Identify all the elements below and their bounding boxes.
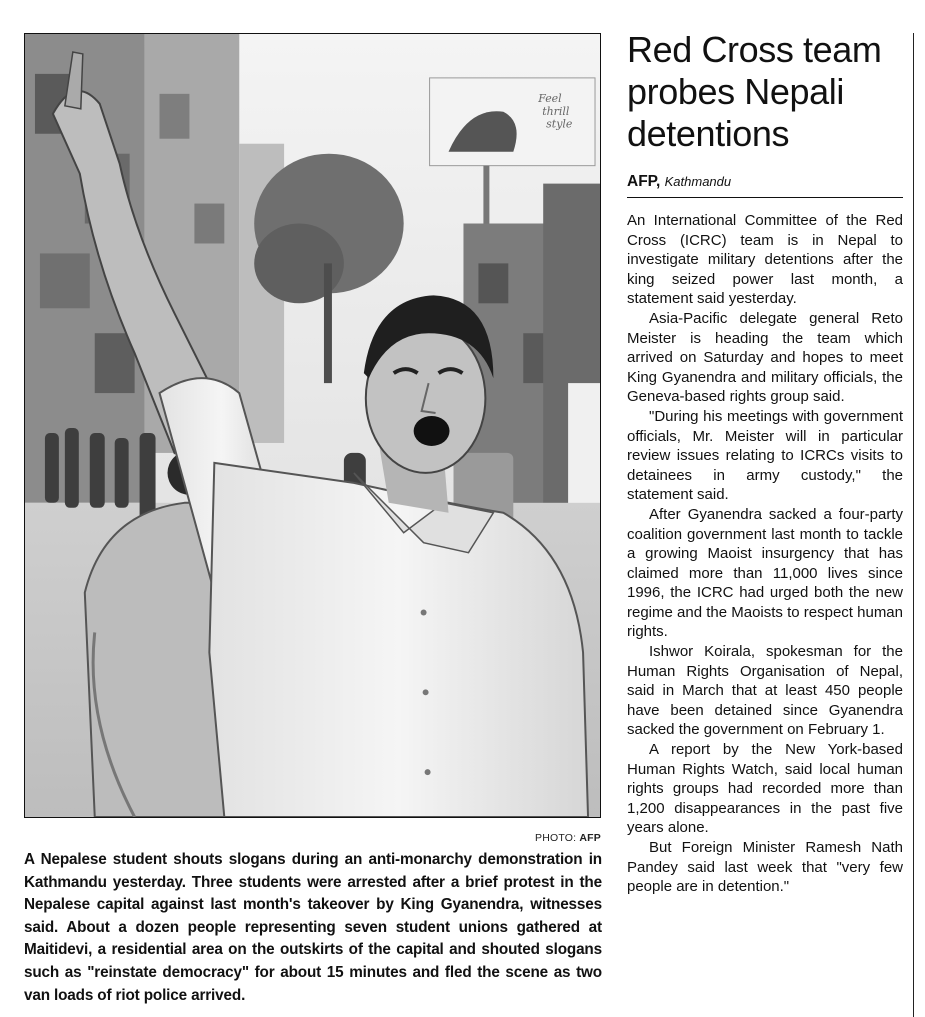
article-paragraph: Asia-Pacific delegate general Reto Meister is heading the team which arrived on Saturday and hopes to meet King Gyanendra and military officials, the Geneva-based rights group said.	[627, 309, 903, 406]
billboard-word: thrill	[542, 104, 570, 118]
article-paragraph: A report by the New York-based Human Rights Watch, said local human rights groups had recorded more than 1,200 disappearances in the past five years alone.	[627, 741, 903, 837]
column-rule	[913, 33, 914, 1017]
billboard-word: Feel	[538, 91, 562, 105]
article-paragraph: "During his meetings with government officials, Mr. Meister will in particular review issues relating to ICRCs visits to detainees in army custody," the statement said.	[627, 407, 903, 504]
article-paragraph: An International Committee of the Red Cross (ICRC) team is in Nepal to investigate military detentions after the king seized power last month, a statement said yesterday.	[627, 212, 903, 308]
photo-credit	[535, 832, 601, 844]
article-paragraph: But Foreign Minister Ramesh Nath Pandey said last week that "very few people are in detention."	[627, 839, 903, 896]
article-body	[627, 211, 903, 897]
byline-agency: AFP,	[627, 173, 661, 190]
article-paragraph: Ishwor Koirala, spokesman for the Human Rights Organisation of Nepal, said in March that at least 450 people have been detained since Gyanendra sacked the government on February 1.	[627, 643, 903, 739]
article-paragraph: After Gyanendra sacked a four-party coalition government last month to tackle a growing Maoist insurgency that has claimed more than 11,000 lives since 1996, the ICRC had urged both the new regime and the Maoists to respect human rights.	[627, 505, 903, 641]
billboard-word: style	[546, 117, 573, 131]
headline: Red Cross team probes Nepali detentions	[627, 29, 882, 154]
photo-credit-prefix: PHOTO:	[535, 832, 577, 844]
byline-place: Kathmandu	[664, 174, 732, 189]
photo-caption: A Nepalese student shouts slogans during an anti-monarchy demonstration in Kathmandu yesterday. Three students were arrested after a brief protest in the Nepalese capital against last month's takeover by King Gyanendra, witnesses said. About a dozen people representing seven student unions gathered at Maitidevi, a residential area on the outskirts of the capital and shouted slogans such as "reinstate democracy" for about 15 minutes and fled the scene as two van loads of riot police arrived.	[24, 851, 602, 1004]
byline	[627, 173, 903, 198]
news-photo	[24, 33, 601, 818]
protest-photo-illustration	[25, 34, 600, 817]
photo-credit-agency: AFP	[579, 832, 601, 844]
